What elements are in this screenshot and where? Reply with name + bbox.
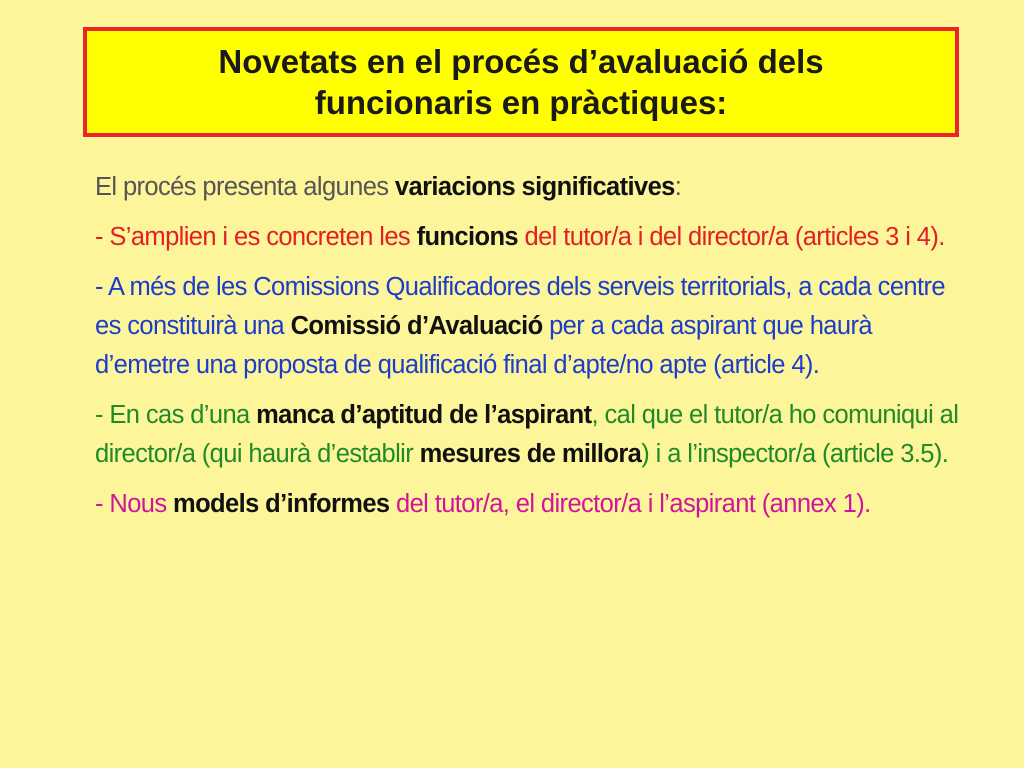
- intro-paragraph: [95, 168, 965, 207]
- slide-body: [95, 168, 965, 535]
- bullet1-bold: funcions: [416, 223, 519, 251]
- bullet3-mid: , cal que el tutor/a ho comuniqui al director/a (qui haurà d’establir: [95, 401, 959, 468]
- bullet3-bold2: mesures de millora: [419, 440, 642, 468]
- title-line-1: Novetats en el procés d’avaluació dels: [218, 43, 824, 80]
- bullet4-post: del tutor/a, el director/a i l’aspirant (annex 1).: [389, 490, 871, 518]
- bullet1-pre: - S’amplien i es concreten les: [95, 223, 417, 251]
- bullet-commission: [95, 268, 965, 385]
- bullet2-post: per a cada aspirant que haurà d’emetre una proposta de qualificació final d’apte/no apte (article 4).: [95, 312, 872, 379]
- slide-title: [218, 41, 823, 123]
- bullet2-bold: Comissió d’Avaluació: [290, 312, 543, 340]
- intro-end: :: [674, 173, 682, 201]
- title-box: [83, 27, 959, 137]
- bullet-reports: [95, 485, 965, 524]
- intro-bold: variacions significatives: [394, 173, 675, 201]
- bullet3-pre: - En cas d’una: [95, 401, 257, 429]
- bullet-functions: [95, 218, 965, 257]
- intro-text: El procés presenta algunes: [95, 173, 395, 201]
- bullet4-pre: - Nous: [95, 490, 173, 518]
- bullet4-bold: models d’informes: [173, 490, 390, 518]
- bullet-aptitude: [95, 396, 965, 474]
- title-line-2: funcionaris en pràctiques:: [314, 84, 728, 121]
- bullet3-post: ) i a l’inspector/a (article 3.5).: [641, 440, 949, 468]
- bullet1-post: del tutor/a i del director/a (articles 3 i 4).: [518, 223, 945, 251]
- bullet3-bold1: manca d’aptitud de l’aspirant: [256, 401, 592, 429]
- bullet2-pre: - A més de les Comissions Qualificadores dels serveis territorials, a cada centre es constituirà una: [95, 273, 945, 340]
